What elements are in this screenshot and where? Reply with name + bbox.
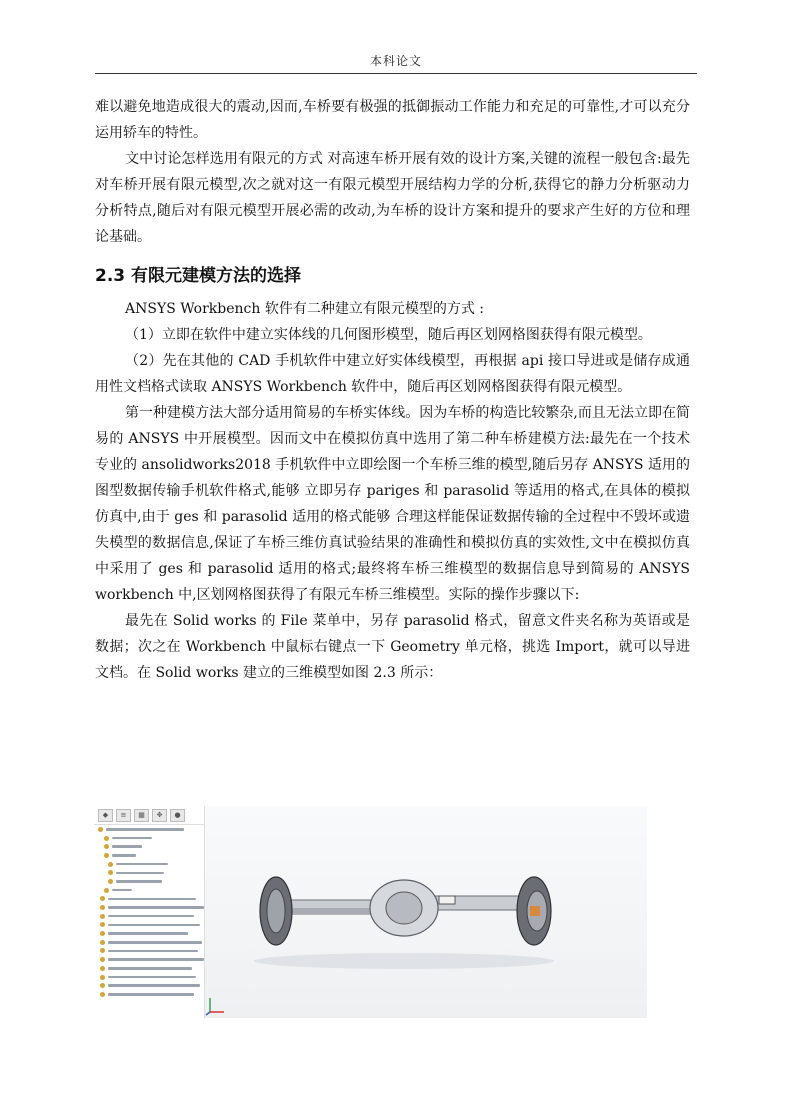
paragraph-5: （2）先在其他的 CAD 手机软件中建立好实体线模型，再根据 api 接口导进或是储存成通用性文档格式读取 ANSYS Workbench 软件中，随后再区划网格图获得有限元模型。 — [95, 353, 690, 395]
feature-tree-item-label — [108, 976, 196, 979]
solidworks-screenshot-figure — [94, 806, 647, 1018]
feature-node-icon — [108, 870, 113, 875]
feature-tree-item-label — [112, 837, 152, 840]
feature-node-icon — [100, 896, 105, 901]
feature-node-icon — [100, 992, 105, 997]
document-body — [95, 94, 690, 686]
feature-tree-list — [94, 825, 204, 999]
feature-tree-item[interactable] — [94, 981, 204, 990]
feature-node-icon — [100, 914, 105, 919]
feature-tree-item[interactable] — [94, 903, 204, 912]
feature-tree-item[interactable] — [94, 851, 204, 860]
axle-3d-model — [244, 866, 564, 976]
feature-tree-item-label — [116, 880, 162, 883]
part-icon: ◆ — [98, 809, 113, 822]
paragraph-7: 最先在 Solid works 的 File 菜单中，另存 parasolid 格式，留意文件夹名称为英语或是数据；次之在 Workbench 中鼠标右键点一下 Geometry 单元格，挑选 Import，就可以导进文档。在 Solid works 建立的三维模型如图 2.3 所示： — [95, 613, 690, 681]
feature-tree-item[interactable] — [94, 990, 204, 999]
header-divider — [95, 73, 697, 74]
feature-tree-item-label — [108, 906, 204, 909]
feature-icon: ≡ — [116, 809, 131, 822]
feature-tree-item-label — [108, 924, 200, 927]
feature-tree-item[interactable] — [94, 929, 204, 938]
feature-node-icon — [100, 940, 105, 945]
feature-node-icon — [104, 888, 109, 893]
feature-tree-item-label — [112, 854, 136, 857]
feature-tree-item[interactable] — [94, 842, 204, 851]
feature-node-icon — [104, 836, 109, 841]
feature-tree-item[interactable] — [94, 938, 204, 947]
feature-tree-item-label — [116, 872, 164, 875]
appearance-icon: ● — [170, 809, 185, 822]
feature-tree-item-label — [108, 950, 198, 953]
feature-tree-item[interactable] — [94, 860, 204, 869]
feature-tree-item[interactable] — [94, 825, 204, 834]
feature-tree-item-label — [108, 993, 194, 996]
feature-tree-tabs — [94, 806, 204, 825]
section-heading: 2.3 有限元建模方法的选择 — [95, 266, 302, 286]
feature-tree-item-label — [108, 967, 192, 970]
feature-tree-item[interactable] — [94, 973, 204, 982]
coordinate-axes-icon — [204, 994, 228, 1016]
feature-node-icon — [100, 931, 105, 936]
feature-tree-item-label — [116, 863, 168, 866]
feature-tree-item[interactable] — [94, 886, 204, 895]
feature-tree-item-label — [108, 915, 194, 918]
display-icon: ✥ — [152, 809, 167, 822]
feature-tree-item[interactable] — [94, 955, 204, 964]
feature-node-icon — [100, 975, 105, 980]
feature-node-icon — [100, 922, 105, 927]
feature-node-icon — [100, 948, 105, 953]
page-header: 本科论文 — [369, 54, 422, 68]
feature-tree-panel — [94, 806, 205, 1018]
feature-tree-item[interactable] — [94, 912, 204, 921]
config-icon: ▦ — [134, 809, 149, 822]
feature-tree-item[interactable] — [94, 921, 204, 930]
feature-tree-item-label — [108, 984, 200, 987]
feature-tree-item-label — [108, 898, 196, 901]
feature-tree-item-label — [108, 941, 202, 944]
feature-node-icon — [100, 905, 105, 910]
feature-tree-item-label — [112, 889, 132, 892]
feature-node-icon — [100, 983, 105, 988]
paragraph-3: ANSYS Workbench 软件有二种建立有限元模型的方式 : — [125, 301, 485, 317]
paragraph-4: （1）立即在软件中建立实体线的几何图形模型，随后再区划网格图获得有限元模型。 — [125, 327, 652, 343]
feature-node-icon — [104, 853, 109, 858]
feature-node-icon — [98, 827, 103, 832]
feature-node-icon — [108, 862, 113, 867]
feature-tree-item-label — [112, 845, 142, 848]
paragraph-1: 难以避免地造成很大的震动,因而,车桥要有极强的抵御振动工作能力和充足的可靠性,才可以充分运用轿车的特性。 — [95, 99, 690, 141]
feature-node-icon — [108, 879, 113, 884]
feature-tree-item[interactable] — [94, 964, 204, 973]
feature-tree-item-label — [108, 958, 204, 961]
feature-tree-item-label — [108, 932, 188, 935]
feature-tree-item-label — [106, 828, 184, 831]
paragraph-6: 第一种建模方法大部分适用简易的车桥实体线。因为车桥的构造比较繁杂,而且无法立即在简易的 ANSYS 中开展模型。因而文中在模拟仿真中选用了第二种车桥建模方法:最先在一个技术专业的 ansolidworks2018 手机软件中立即绘图一个车桥三维的模型,随后另存 ANSYS 适用的图型数据传输手机软件格式,能够 立即另存 pariges 和 parasolid 等适用的格式,在具体的模拟仿真中,由于 ges 和 parasolid 适用的格式能够 合理这样能保证数据传输的全过程中不毁坏或遗失模型的数据信息,保证了车桥三维仿真试验结果的准确性和模拟仿真的实效性,文中在模拟仿真中采用了 ges 和 parasolid 适用的格式;最终将车桥三维模型的数据信息导到简易的 ANSYS workbench 中,区划网格图获得了有限元车桥三维模型。实际的操作步骤以下: — [95, 405, 690, 603]
feature-node-icon — [100, 966, 105, 971]
feature-node-icon — [104, 844, 109, 849]
feature-node-icon — [100, 957, 105, 962]
feature-tree-item[interactable] — [94, 834, 204, 843]
feature-tree-item[interactable] — [94, 868, 204, 877]
paragraph-2: 文中讨论怎样选用有限元的方式 对高速车桥开展有效的设计方案,关键的流程一般包含:最先对车桥开展有限元模型,次之就对这一有限元模型开展结构力学的分析,获得它的静力分析驱动力分析特点,随后对有限元模型开展必需的改动,为车桥的设计方案和提升的要求产生好的方位和理论基础。 — [95, 151, 690, 245]
feature-tree-item[interactable] — [94, 877, 204, 886]
feature-tree-item[interactable] — [94, 895, 204, 904]
feature-tree-item[interactable] — [94, 947, 204, 956]
